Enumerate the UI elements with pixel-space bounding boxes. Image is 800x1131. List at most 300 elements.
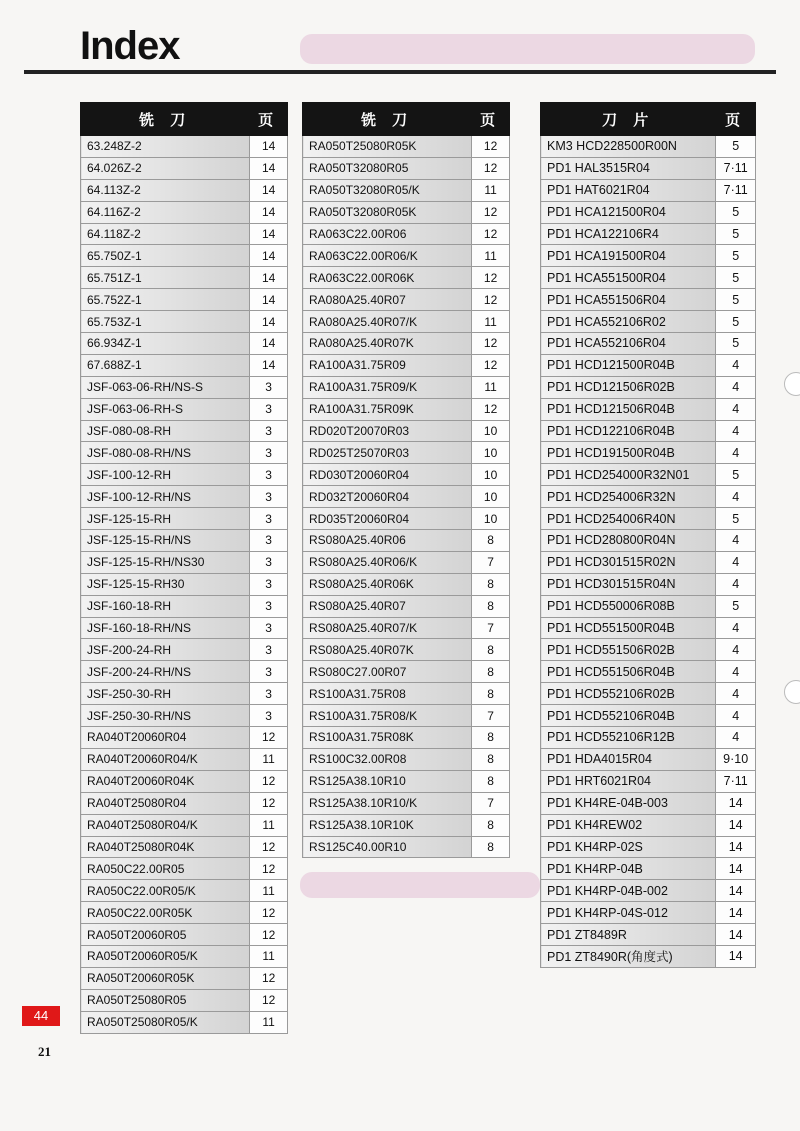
table-row (541, 705, 756, 727)
item-code: 65.750Z-1 (81, 245, 250, 267)
item-page: 5 (716, 311, 756, 333)
table-row (541, 179, 756, 201)
page-title: Index (80, 24, 180, 68)
item-code: RA050T25080R05 (81, 989, 250, 1011)
item-code: PD1 HCD552106R12B (541, 727, 716, 749)
item-page: 12 (250, 967, 288, 989)
item-code: 64.026Z-2 (81, 157, 250, 179)
table-row (303, 573, 510, 595)
table-row (541, 201, 756, 223)
table-row (81, 267, 288, 289)
item-code: 65.752Z-1 (81, 289, 250, 311)
item-code: RS125A38.10R10/K (303, 792, 472, 814)
item-code: PD1 ZT8489R (541, 924, 716, 946)
item-code: RA080A25.40R07 (303, 289, 472, 311)
item-page: 14 (250, 354, 288, 376)
item-page: 10 (472, 420, 510, 442)
table-row (541, 748, 756, 770)
table-row (81, 289, 288, 311)
binder-hole (784, 680, 800, 704)
background-banner (300, 34, 755, 64)
item-page: 14 (250, 289, 288, 311)
item-code: RA100A31.75R09K (303, 398, 472, 420)
table-row (541, 354, 756, 376)
item-code: 65.753Z-1 (81, 311, 250, 333)
table-row (541, 530, 756, 552)
table-row (81, 551, 288, 573)
item-page: 4 (716, 530, 756, 552)
table-row (541, 486, 756, 508)
item-code: JSF-125-15-RH/NS30 (81, 551, 250, 573)
item-code: JSF-080-08-RH (81, 420, 250, 442)
item-page: 12 (472, 354, 510, 376)
item-page: 4 (716, 354, 756, 376)
table-row (81, 464, 288, 486)
table-row (81, 661, 288, 683)
item-page: 4 (716, 639, 756, 661)
title-rule (24, 70, 776, 74)
item-code: RS100A31.75R08 (303, 683, 472, 705)
item-page: 9·10 (716, 748, 756, 770)
item-page: 12 (250, 770, 288, 792)
table-row (541, 333, 756, 355)
item-code: RA050T20060R05/K (81, 945, 250, 967)
item-page: 14 (250, 157, 288, 179)
item-page: 3 (250, 464, 288, 486)
item-page: 7 (472, 551, 510, 573)
table-row (303, 420, 510, 442)
item-page: 8 (472, 770, 510, 792)
item-code: RD030T20060R04 (303, 464, 472, 486)
item-code: RS080A25.40R06/K (303, 551, 472, 573)
table-row (81, 136, 288, 158)
table-row (303, 157, 510, 179)
item-code: JSF-125-15-RH (81, 508, 250, 530)
item-page: 5 (716, 595, 756, 617)
item-code: PD1 HCD121500R04B (541, 354, 716, 376)
item-code: RS080A25.40R07K (303, 639, 472, 661)
item-code: RS125A38.10R10 (303, 770, 472, 792)
item-code: RD025T25070R03 (303, 442, 472, 464)
item-page: 3 (250, 617, 288, 639)
table-row (541, 902, 756, 924)
item-page: 11 (472, 311, 510, 333)
item-code: RA050T32080R05K (303, 201, 472, 223)
table-row (541, 245, 756, 267)
item-page: 11 (472, 376, 510, 398)
item-page: 7 (472, 617, 510, 639)
page-number: 21 (38, 1044, 51, 1059)
item-page: 12 (472, 267, 510, 289)
item-code: RS100A31.75R08/K (303, 705, 472, 727)
item-code: RS100C32.00R08 (303, 748, 472, 770)
item-code: PD1 HCD551506R02B (541, 639, 716, 661)
item-code: PD1 HCD254006R40N (541, 508, 716, 530)
table-row (303, 727, 510, 749)
item-page: 5 (716, 223, 756, 245)
item-code: JSF-063-06-RH/NS-S (81, 376, 250, 398)
item-code: RA040T25080R04 (81, 792, 250, 814)
item-page: 3 (250, 683, 288, 705)
item-code: JSF-063-06-RH-S (81, 398, 250, 420)
item-page: 4 (716, 661, 756, 683)
item-code: PD1 HCD301515R02N (541, 551, 716, 573)
table-row (81, 486, 288, 508)
table-row (541, 595, 756, 617)
table-row (81, 179, 288, 201)
item-code: PD1 HCD254000R32N01 (541, 464, 716, 486)
item-page: 12 (472, 398, 510, 420)
table-row (81, 792, 288, 814)
table-row (81, 945, 288, 967)
item-code: 64.116Z-2 (81, 201, 250, 223)
item-code: RS080A25.40R06K (303, 573, 472, 595)
item-page: 12 (250, 924, 288, 946)
item-page: 10 (472, 442, 510, 464)
table-row (81, 354, 288, 376)
table-row (81, 748, 288, 770)
item-code: RD035T20060R04 (303, 508, 472, 530)
item-page: 5 (716, 136, 756, 158)
item-page: 5 (716, 333, 756, 355)
item-page: 12 (472, 136, 510, 158)
item-page: 14 (250, 311, 288, 333)
item-code: 64.118Z-2 (81, 223, 250, 245)
column-header-name: 刀 片 (541, 103, 716, 136)
item-page: 8 (472, 836, 510, 858)
table-row (541, 376, 756, 398)
table-row (541, 639, 756, 661)
item-page: 3 (250, 705, 288, 727)
item-code: PD1 HCD552106R04B (541, 705, 716, 727)
item-page: 3 (250, 508, 288, 530)
item-code: PD1 HCD301515R04N (541, 573, 716, 595)
item-page: 14 (250, 223, 288, 245)
table-row (541, 836, 756, 858)
table-row (303, 836, 510, 858)
item-page: 7·11 (716, 157, 756, 179)
item-page: 3 (250, 530, 288, 552)
item-code: RS080C27.00R07 (303, 661, 472, 683)
table-row (81, 902, 288, 924)
item-page: 14 (250, 179, 288, 201)
item-page: 14 (716, 945, 756, 967)
table-row (541, 617, 756, 639)
item-page: 7 (472, 705, 510, 727)
table-row (81, 420, 288, 442)
item-page: 12 (250, 858, 288, 880)
table-row (303, 595, 510, 617)
item-page: 14 (716, 814, 756, 836)
background-banner (300, 872, 540, 898)
table-row (81, 530, 288, 552)
item-page: 8 (472, 639, 510, 661)
item-page: 3 (250, 442, 288, 464)
table-row (81, 223, 288, 245)
item-code: PD1 HCD191500R04B (541, 442, 716, 464)
table-row (541, 311, 756, 333)
item-code: PD1 ZT8490R(角度式) (541, 945, 716, 967)
table-row (303, 464, 510, 486)
item-code: RA063C22.00R06/K (303, 245, 472, 267)
table-row (303, 508, 510, 530)
item-page: 10 (472, 486, 510, 508)
item-page: 4 (716, 420, 756, 442)
table-row (81, 858, 288, 880)
table-row (541, 945, 756, 967)
item-code: PD1 HRT6021R04 (541, 770, 716, 792)
item-code: JSF-160-18-RH (81, 595, 250, 617)
table-row (303, 748, 510, 770)
item-page: 3 (250, 551, 288, 573)
item-code: PD1 KH4REW02 (541, 814, 716, 836)
item-code: RA050C22.00R05/K (81, 880, 250, 902)
item-code: PD1 HCA551506R04 (541, 289, 716, 311)
table-row (303, 551, 510, 573)
column-header-page: 页 (472, 103, 510, 136)
item-page: 12 (250, 727, 288, 749)
item-code: PD1 HCA551500R04 (541, 267, 716, 289)
item-page: 8 (472, 573, 510, 595)
item-code: RA050T20060R05 (81, 924, 250, 946)
item-page: 8 (472, 595, 510, 617)
table-row (541, 573, 756, 595)
item-code: RA100A31.75R09 (303, 354, 472, 376)
column-header-page: 页 (716, 103, 756, 136)
item-page: 12 (250, 836, 288, 858)
item-code: PD1 HDA4015R04 (541, 748, 716, 770)
table-row (303, 442, 510, 464)
item-page: 12 (250, 902, 288, 924)
item-page: 11 (250, 748, 288, 770)
item-page: 4 (716, 376, 756, 398)
item-page: 7 (472, 792, 510, 814)
item-code: 64.113Z-2 (81, 179, 250, 201)
table-row (81, 814, 288, 836)
item-page: 14 (716, 902, 756, 924)
item-code: RA050T32080R05/K (303, 179, 472, 201)
item-page: 3 (250, 639, 288, 661)
table-row (81, 639, 288, 661)
table-row (303, 333, 510, 355)
item-code: PD1 HCD121506R02B (541, 376, 716, 398)
table-row (541, 880, 756, 902)
table-row (541, 727, 756, 749)
item-page: 14 (716, 924, 756, 946)
item-page: 12 (472, 289, 510, 311)
table-row (541, 442, 756, 464)
item-code: RA080A25.40R07/K (303, 311, 472, 333)
item-code: PD1 HCD121506R04B (541, 398, 716, 420)
item-page: 12 (250, 792, 288, 814)
item-page: 14 (250, 201, 288, 223)
item-code: 63.248Z-2 (81, 136, 250, 158)
column-header-name: 铣 刀 (81, 103, 250, 136)
item-page: 12 (472, 201, 510, 223)
item-page: 12 (472, 223, 510, 245)
item-page: 14 (716, 836, 756, 858)
item-code: PD1 HCD550006R08B (541, 595, 716, 617)
item-code: JSF-100-12-RH (81, 464, 250, 486)
item-code: JSF-160-18-RH/NS (81, 617, 250, 639)
table-row (541, 924, 756, 946)
table-row (81, 880, 288, 902)
item-code: RA050C22.00R05K (81, 902, 250, 924)
item-page: 14 (250, 136, 288, 158)
item-code: RA080A25.40R07K (303, 333, 472, 355)
item-page: 3 (250, 661, 288, 683)
item-page: 14 (716, 792, 756, 814)
table-row (81, 201, 288, 223)
item-code: JSF-250-30-RH/NS (81, 705, 250, 727)
table-row (303, 530, 510, 552)
table-row (81, 245, 288, 267)
item-code: RA063C22.00R06 (303, 223, 472, 245)
item-page: 14 (250, 333, 288, 355)
item-page: 3 (250, 376, 288, 398)
item-code: PD1 HAT6021R04 (541, 179, 716, 201)
item-code: RD032T20060R04 (303, 486, 472, 508)
item-code: PD1 KH4RE-04B-003 (541, 792, 716, 814)
item-page: 5 (716, 245, 756, 267)
item-code: RA100A31.75R09/K (303, 376, 472, 398)
item-page: 4 (716, 617, 756, 639)
item-page: 3 (250, 420, 288, 442)
table-row (303, 639, 510, 661)
table-row (81, 705, 288, 727)
item-code: PD1 HCD122106R04B (541, 420, 716, 442)
milling-table-2 (302, 102, 510, 858)
table-row (81, 311, 288, 333)
item-code: JSF-250-30-RH (81, 683, 250, 705)
item-code: KM3 HCD228500R00N (541, 136, 716, 158)
item-page: 11 (472, 245, 510, 267)
item-code: JSF-080-08-RH/NS (81, 442, 250, 464)
table-row (541, 661, 756, 683)
item-code: RA050T20060R05K (81, 967, 250, 989)
item-code: RA040T25080R04K (81, 836, 250, 858)
table-row (541, 858, 756, 880)
item-page: 4 (716, 551, 756, 573)
item-page: 11 (250, 814, 288, 836)
table-row (541, 770, 756, 792)
item-code: 66.934Z-1 (81, 333, 250, 355)
column-header-page: 页 (250, 103, 288, 136)
item-code: PD1 KH4RP-04S-012 (541, 902, 716, 924)
table-row (303, 792, 510, 814)
table-row (303, 617, 510, 639)
item-page: 11 (250, 1011, 288, 1033)
item-page: 3 (250, 398, 288, 420)
item-page: 14 (716, 880, 756, 902)
table-row (81, 442, 288, 464)
table-row (81, 967, 288, 989)
table-row (303, 267, 510, 289)
item-page: 12 (472, 157, 510, 179)
item-code: RA050T25080R05K (303, 136, 472, 158)
item-code: RD020T20070R03 (303, 420, 472, 442)
table-row (303, 311, 510, 333)
item-code: PD1 HCD552106R02B (541, 683, 716, 705)
item-code: 65.751Z-1 (81, 267, 250, 289)
item-page: 10 (472, 464, 510, 486)
item-page: 3 (250, 595, 288, 617)
table-row (541, 814, 756, 836)
table-row (541, 551, 756, 573)
item-page: 8 (472, 530, 510, 552)
item-code: RA040T20060R04K (81, 770, 250, 792)
item-page: 12 (472, 333, 510, 355)
item-code: PD1 HCD551506R04B (541, 661, 716, 683)
table-row (303, 705, 510, 727)
item-code: PD1 HCD280800R04N (541, 530, 716, 552)
item-code: JSF-200-24-RH/NS (81, 661, 250, 683)
item-code: RA040T25080R04/K (81, 814, 250, 836)
table-row (81, 727, 288, 749)
item-page: 4 (716, 573, 756, 595)
item-code: RS080A25.40R07 (303, 595, 472, 617)
table-row (303, 179, 510, 201)
item-page: 14 (250, 267, 288, 289)
table-row (81, 924, 288, 946)
item-code: RS080A25.40R07/K (303, 617, 472, 639)
item-page: 4 (716, 398, 756, 420)
milling-table-1 (80, 102, 288, 1034)
table-row (541, 289, 756, 311)
item-code: RS100A31.75R08K (303, 727, 472, 749)
table-row (541, 420, 756, 442)
item-code: PD1 HCA121500R04 (541, 201, 716, 223)
item-code: RS125A38.10R10K (303, 814, 472, 836)
table-row (303, 814, 510, 836)
table-row (81, 398, 288, 420)
item-page: 14 (716, 858, 756, 880)
table-row (541, 792, 756, 814)
table-row (303, 223, 510, 245)
item-page: 5 (716, 464, 756, 486)
item-page: 11 (250, 880, 288, 902)
item-code: PD1 KH4RP-02S (541, 836, 716, 858)
table-row (303, 289, 510, 311)
item-page: 8 (472, 814, 510, 836)
table-row (81, 333, 288, 355)
table-row (303, 376, 510, 398)
item-code: JSF-125-15-RH/NS (81, 530, 250, 552)
table-row (303, 770, 510, 792)
item-code: RA040T20060R04/K (81, 748, 250, 770)
item-code: RS080A25.40R06 (303, 530, 472, 552)
table-row (541, 136, 756, 158)
item-page: 4 (716, 486, 756, 508)
item-page: 8 (472, 748, 510, 770)
table-row (81, 157, 288, 179)
item-page: 14 (250, 245, 288, 267)
item-page: 5 (716, 267, 756, 289)
item-code: JSF-100-12-RH/NS (81, 486, 250, 508)
page-badge: 44 (22, 1006, 60, 1026)
table-row (81, 595, 288, 617)
table-row (541, 508, 756, 530)
item-page: 3 (250, 486, 288, 508)
item-page: 3 (250, 573, 288, 595)
item-code: PD1 HAL3515R04 (541, 157, 716, 179)
item-code: JSF-125-15-RH30 (81, 573, 250, 595)
item-page: 11 (250, 945, 288, 967)
table-row (541, 683, 756, 705)
item-code: 67.688Z-1 (81, 354, 250, 376)
item-page: 5 (716, 201, 756, 223)
item-page: 7·11 (716, 770, 756, 792)
